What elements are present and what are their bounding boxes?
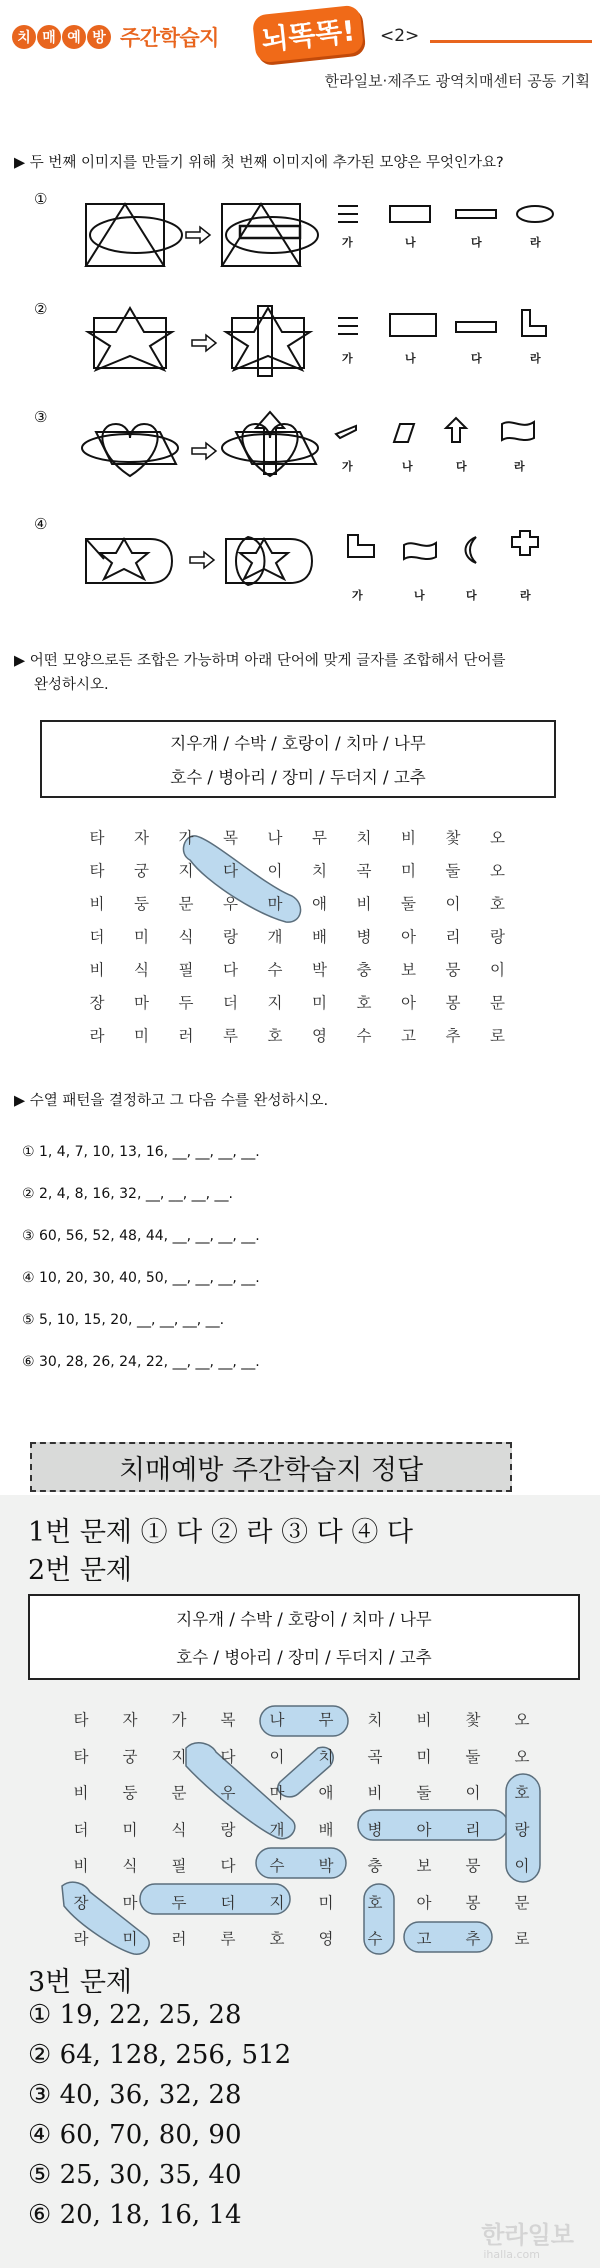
grid-cell: 무 xyxy=(318,1711,334,1729)
grid-cell: 식 xyxy=(171,1820,187,1839)
grid-cell: 마 xyxy=(122,1893,138,1912)
option-label: 라 xyxy=(520,589,531,602)
q2-example-highlight xyxy=(0,818,600,1018)
grid-cell: 충 xyxy=(367,1857,383,1875)
grid-cell: 치 xyxy=(367,1711,383,1729)
grid-cell: 아 xyxy=(401,994,416,1012)
grid-cell: 이 xyxy=(465,1784,481,1802)
answer-word-list-line1: 지우개 / 수박 / 호랑이 / 치마 / 나무 xyxy=(176,1610,432,1629)
grid-cell: 우 xyxy=(220,1784,236,1802)
grid-cell: 문 xyxy=(178,895,194,913)
grid-cell: 비 xyxy=(401,829,416,847)
grid-cell: 문 xyxy=(514,1893,530,1912)
grid-cell: 가 xyxy=(178,829,194,847)
grid-cell: 충 xyxy=(356,961,372,979)
grid-cell: 비 xyxy=(89,961,105,979)
grid-cell: 러 xyxy=(171,1930,187,1948)
grid-cell: 다 xyxy=(223,961,238,979)
option-label: 다 xyxy=(471,236,482,249)
grid-cell: 루 xyxy=(220,1930,236,1948)
grid-cell: 영 xyxy=(318,1930,334,1948)
header-divider xyxy=(430,40,592,43)
option-label: 라 xyxy=(530,236,541,249)
grid-cell: 미 xyxy=(416,1747,432,1766)
answer-sequence: ③ 40, 36, 32, 28 xyxy=(28,2080,242,2110)
grid-cell: 호 xyxy=(356,994,372,1012)
grid-cell: 몽 xyxy=(465,1893,481,1912)
grid-cell: 문 xyxy=(171,1784,187,1802)
grid-cell: 뭉 xyxy=(465,1857,481,1875)
grid-cell: 식 xyxy=(178,928,194,946)
grid-cell: 수 xyxy=(356,1027,372,1045)
grid-cell: 보 xyxy=(416,1857,432,1875)
grid-cell: 뭉 xyxy=(445,961,461,979)
shape-row-2-drawing xyxy=(0,300,600,410)
grid-cell: 궁 xyxy=(122,1747,138,1766)
shape-row-4 xyxy=(0,515,600,625)
sequence-item: ④ 10, 20, 30, 40, 50, __, __, __, __. xyxy=(22,1270,260,1286)
grid-cell: 비 xyxy=(367,1784,383,1802)
option-label: 다 xyxy=(466,589,477,602)
grid-cell: 더 xyxy=(73,1820,89,1839)
grid-cell: 타 xyxy=(73,1747,89,1766)
grid-cell: 찿 xyxy=(445,829,461,847)
grid-cell: 리 xyxy=(445,928,461,946)
grid-cell: 이 xyxy=(267,862,283,880)
grid-cell: 둥 xyxy=(134,895,149,913)
watermark-url: ihalla.com xyxy=(483,2248,540,2261)
grid-cell: 호 xyxy=(269,1930,285,1948)
subtitle: 한라일보·제주도 광역치매센터 공동 기획 xyxy=(324,72,590,90)
grid-cell: 랑 xyxy=(490,928,505,946)
grid-cell: 개 xyxy=(267,928,283,946)
watermark-logo: 한라일보 xyxy=(481,2221,574,2249)
grid-cell: 나 xyxy=(269,1711,285,1729)
grid-cell: 호 xyxy=(490,895,505,913)
grid-cell: 개 xyxy=(269,1820,285,1839)
grid-cell: 두 xyxy=(171,1893,187,1912)
option-label: 가 xyxy=(342,460,353,473)
q1-title: ▶ 두 번째 이미지를 만들기 위해 첫 번째 이미지에 추가된 모양은 무엇인가요? xyxy=(14,155,504,171)
q2-title-line1: ▶ 어떤 모양으로든 조합은 가능하며 아래 단어에 맞게 글자를 조합해서 단어를 xyxy=(14,653,506,669)
word-list-line2: 호수 / 병아리 / 장미 / 두더지 / 고추 xyxy=(170,768,426,787)
grid-cell: 치 xyxy=(318,1747,334,1766)
brand-title xyxy=(12,22,219,52)
header xyxy=(0,0,600,110)
grid-cell: 루 xyxy=(223,1027,238,1045)
sequence-item: ⑥ 30, 28, 26, 24, 22, __, __, __, __. xyxy=(22,1354,260,1370)
shape-row-1-drawing xyxy=(0,190,600,300)
grid-cell: 곡 xyxy=(367,1747,383,1766)
grid-cell: 비 xyxy=(73,1857,89,1875)
option-label: 나 xyxy=(405,352,416,365)
brand-circle: 매 xyxy=(37,25,61,49)
grid-cell: 라 xyxy=(89,1027,105,1045)
option-label: 라 xyxy=(514,460,525,473)
option-label: 가 xyxy=(352,589,363,602)
answer-sequence: ⑥ 20, 18, 16, 14 xyxy=(28,2200,242,2230)
grid-cell: 영 xyxy=(312,1027,327,1045)
row-number: ④ xyxy=(34,515,48,533)
shape-row-4-drawing xyxy=(0,515,600,625)
answer-sequence: ⑤ 25, 30, 35, 40 xyxy=(28,2160,242,2190)
grid-cell: 추 xyxy=(445,1027,461,1045)
grid-cell: 나 xyxy=(267,829,283,847)
row-number: ③ xyxy=(34,408,48,426)
issue-number: <2> xyxy=(380,26,420,46)
row-number: ① xyxy=(34,190,48,208)
brand-circle: 치 xyxy=(12,25,36,49)
grid-cell: 둘 xyxy=(416,1784,432,1802)
grid-cell: 고 xyxy=(401,1027,416,1045)
answer-word-list-line2: 호수 / 병아리 / 장미 / 두더지 / 고추 xyxy=(176,1648,432,1667)
answer-q3-label: 3번 문제 xyxy=(28,1967,133,1998)
option-label: 가 xyxy=(342,236,353,249)
grid-cell: 배 xyxy=(312,928,327,946)
grid-cell: 다 xyxy=(220,1857,236,1875)
grid-cell: 더 xyxy=(220,1893,236,1912)
grid-cell: 이 xyxy=(514,1857,530,1875)
grid-cell: 비 xyxy=(356,895,372,913)
sequence-item: ⑤ 5, 10, 15, 20, __, __, __, __. xyxy=(22,1312,225,1328)
grid-cell: 둥 xyxy=(122,1784,138,1802)
grid-cell: 박 xyxy=(312,961,327,979)
grid-cell: 목 xyxy=(220,1711,236,1729)
grid-cell: 미 xyxy=(134,928,149,946)
q3-title: ▶ 수열 패턴을 결정하고 그 다음 수를 완성하시오. xyxy=(14,1093,329,1109)
grid-cell: 배 xyxy=(318,1820,334,1839)
answer-sequence: ④ 60, 70, 80, 90 xyxy=(28,2120,242,2150)
grid-cell: 러 xyxy=(178,1027,194,1045)
option-label: 나 xyxy=(414,589,425,602)
grid-cell: 장 xyxy=(73,1893,89,1912)
brand-circle: 예 xyxy=(62,25,86,49)
grid-cell: 비 xyxy=(89,895,105,913)
grid-cell: 이 xyxy=(269,1747,285,1766)
grid-cell: 치 xyxy=(312,862,327,880)
sequence-item: ③ 60, 56, 52, 48, 44, __, __, __, __. xyxy=(22,1228,260,1244)
grid-cell: 장 xyxy=(89,994,105,1012)
grid-cell: 오 xyxy=(514,1711,530,1729)
answer-q2-label: 2번 문제 xyxy=(28,1555,133,1586)
grid-cell: 고 xyxy=(416,1930,432,1948)
grid-cell: 식 xyxy=(122,1857,138,1875)
grid-cell: 비 xyxy=(416,1711,432,1729)
grid-cell: 수 xyxy=(267,961,283,979)
grid-cell: 둘 xyxy=(401,895,416,913)
grid-cell: 자 xyxy=(134,829,149,847)
option-label: 가 xyxy=(342,352,353,365)
shape-row-3 xyxy=(0,408,600,518)
grid-cell: 랑 xyxy=(514,1820,530,1839)
grid-cell: 미 xyxy=(122,1820,138,1839)
grid-cell: 미 xyxy=(122,1930,138,1948)
grid-cell: 수 xyxy=(367,1930,383,1948)
grid-cell: 필 xyxy=(171,1857,187,1875)
grid-cell: 타 xyxy=(89,829,105,847)
row-number: ② xyxy=(34,300,48,318)
brand-title-text: 주간학습지 xyxy=(120,26,219,50)
grid-cell: 호 xyxy=(267,1027,283,1045)
grid-cell: 애 xyxy=(318,1784,334,1802)
grid-cell: 식 xyxy=(134,961,149,979)
q2-title-line2: 완성하시오. xyxy=(34,677,109,693)
grid-cell: 오 xyxy=(490,862,505,880)
logo-badge: 뇌똑똑! xyxy=(252,4,364,63)
grid-cell: 병 xyxy=(367,1820,383,1839)
grid-cell: 둘 xyxy=(465,1747,481,1766)
grid-cell: 필 xyxy=(178,961,194,979)
shape-row-2 xyxy=(0,300,600,410)
grid-cell: 지 xyxy=(267,994,283,1012)
grid-cell: 더 xyxy=(223,994,238,1012)
grid-cell: 미 xyxy=(318,1893,334,1912)
grid-cell: 병 xyxy=(356,928,372,946)
grid-cell: 호 xyxy=(514,1784,530,1802)
grid-cell: 둘 xyxy=(445,862,461,880)
grid-cell: 랑 xyxy=(223,928,238,946)
grid-cell: 아 xyxy=(416,1893,432,1912)
grid-cell: 오 xyxy=(490,829,505,847)
grid-cell: 목 xyxy=(223,829,238,847)
option-label: 나 xyxy=(402,460,413,473)
grid-cell: 박 xyxy=(318,1857,334,1875)
grid-cell: 타 xyxy=(89,862,105,880)
grid-cell: 추 xyxy=(465,1930,481,1948)
sequence-item: ② 2, 4, 8, 16, 32, __, __, __, __. xyxy=(22,1186,234,1202)
grid-cell: 수 xyxy=(269,1857,285,1875)
grid-cell: 다 xyxy=(220,1747,236,1766)
option-label: 다 xyxy=(456,460,467,473)
grid-cell: 무 xyxy=(312,829,327,847)
grid-cell: 호 xyxy=(367,1893,383,1912)
grid-cell: 다 xyxy=(223,862,238,880)
grid-cell: 아 xyxy=(401,928,416,946)
answer-sequence: ② 64, 128, 256, 512 xyxy=(28,2040,292,2070)
grid-cell: 라 xyxy=(73,1930,89,1948)
grid-cell: 이 xyxy=(490,961,505,979)
grid-cell: 치 xyxy=(356,829,372,847)
grid-cell: 곡 xyxy=(356,862,372,880)
answer-title: 치매예방 주간학습지 정답 xyxy=(30,1442,512,1492)
grid-cell: 궁 xyxy=(134,862,149,880)
brand-circle: 방 xyxy=(87,25,111,49)
grid-cell: 더 xyxy=(89,928,105,946)
grid-cell: 로 xyxy=(514,1930,530,1948)
grid-cell: 문 xyxy=(490,994,505,1012)
answer-q1: 1번 문제 ① 다 ② 라 ③ 다 ④ 다 xyxy=(28,1517,413,1548)
grid-cell: 타 xyxy=(73,1711,89,1729)
answer-word-box xyxy=(28,1594,580,1680)
grid-cell: 미 xyxy=(312,994,327,1012)
grid-cell: 비 xyxy=(73,1784,89,1802)
answer-sequence: ① 19, 22, 25, 28 xyxy=(28,2000,242,2030)
option-label: 라 xyxy=(530,352,541,365)
grid-cell: 우 xyxy=(223,895,238,913)
grid-cell: 찿 xyxy=(465,1711,481,1729)
grid-cell: 이 xyxy=(445,895,461,913)
q2-word-box xyxy=(40,720,556,798)
word-list-line1: 지우개 / 수박 / 호랑이 / 치마 / 나무 xyxy=(170,734,426,753)
option-label: 나 xyxy=(405,236,416,249)
grid-cell: 랑 xyxy=(220,1820,236,1839)
grid-cell: 마 xyxy=(269,1784,285,1802)
option-label: 다 xyxy=(471,352,482,365)
grid-cell: 자 xyxy=(122,1711,138,1729)
grid-cell: 지 xyxy=(171,1747,187,1766)
grid-cell: 미 xyxy=(134,1027,149,1045)
grid-cell: 미 xyxy=(401,862,416,880)
sequence-item: ① 1, 4, 7, 10, 13, 16, __, __, __, __. xyxy=(22,1144,260,1160)
grid-cell: 지 xyxy=(178,862,194,880)
grid-cell: 리 xyxy=(465,1820,481,1839)
grid-cell: 가 xyxy=(171,1711,187,1729)
shape-row-3-drawing xyxy=(0,408,600,518)
shape-row-1 xyxy=(0,190,600,300)
grid-cell: 로 xyxy=(490,1027,505,1045)
grid-cell: 애 xyxy=(312,895,327,913)
grid-cell: 지 xyxy=(269,1893,285,1912)
grid-cell: 마 xyxy=(134,994,149,1012)
grid-cell: 오 xyxy=(514,1747,530,1766)
grid-cell: 몽 xyxy=(445,994,461,1012)
grid-cell: 아 xyxy=(416,1820,432,1839)
grid-cell: 마 xyxy=(267,895,283,913)
grid-cell: 두 xyxy=(178,994,194,1012)
grid-cell: 보 xyxy=(401,961,416,979)
